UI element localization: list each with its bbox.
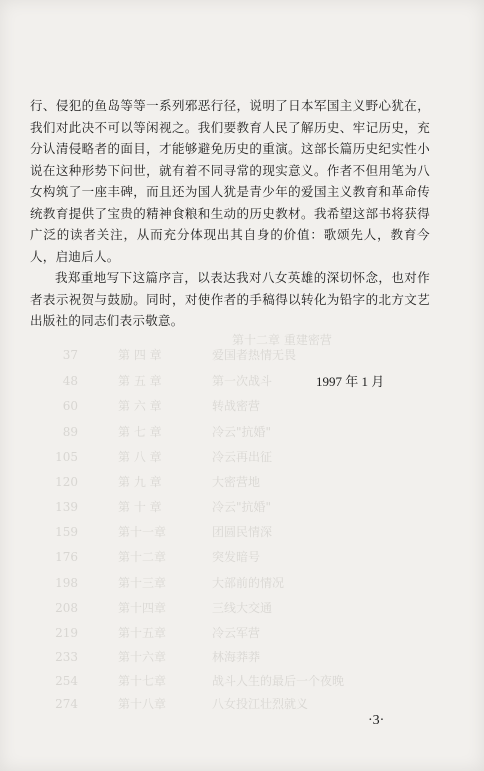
show-through-row: 159 第十一章 团圆民情深 xyxy=(55,525,273,539)
show-through-row: 254 第十七章 战斗人生的最后一个夜晚 xyxy=(55,674,345,688)
page-number: ·3· xyxy=(368,713,385,728)
show-through-row: 198 第十三章 大部前的情况 xyxy=(55,576,285,590)
show-through-row: 48 第 五 章 第一次战斗 xyxy=(62,374,273,388)
show-through-row: 37 第 四 章 爱国者热情无畏 xyxy=(62,348,297,362)
show-through-row: 105 第 八 章 冷云再出征 xyxy=(55,450,273,464)
show-through-row: 89 第 七 章 冷云"抗婚" xyxy=(62,425,272,439)
show-through-row: 233 第十六章 林海莽莽 xyxy=(55,650,261,664)
paragraph-closing: 我郑重地写下这篇序言，以表达我对八女英雄的深切怀念，也对作者表示祝贺与鼓励。同时，对使作者的手稿得以转化为铅字的北方文艺出版社的同志们表示敬意。 xyxy=(30,270,430,328)
show-through-title: 第十二章 重建密营 xyxy=(232,333,332,347)
show-through-row: 208 第十四章 三线大交通 xyxy=(55,601,273,615)
show-through-row: 219 第十五章 冷云军营 xyxy=(55,626,261,640)
show-through-row: 120 第 九 章 大密营地 xyxy=(55,475,261,489)
preface-date: 1997 年 1 月 xyxy=(316,374,385,389)
show-through-row: 60 第 六 章 转战密营 xyxy=(62,399,261,413)
paragraph-continued: 行、侵犯的鱼岛等等一系列邪恶行径，说明了日本军国主义野心犹在，我们对此决不可以等闲视之。我们要教育人民了解历史、牢记历史，充分认清侵略者的面目，才能够避免历史的重演。这部长篇历史纪实性小说在这种形势下问世，就有着不同寻常的现实意义。作者不但用笔为八女构筑了一座丰碑，而且还为国人犹是青少年的爱国主义教育和革命传统教育提供了宝贵的精神食粮和生动的历史教材。我希望这部书将获得广泛的读者关注，从而充分体现出其自身的价值：歌颂先人，教育今人，启迪后人。 xyxy=(30,98,430,264)
preface-body xyxy=(30,95,430,332)
show-through-row: 176 第十二章 突发暗号 xyxy=(55,550,261,564)
show-through-row: 274 第十八章 八女投江壮烈就义 xyxy=(55,697,309,711)
show-through-row: 139 第 十 章 冷云"抗婚" xyxy=(55,500,272,514)
